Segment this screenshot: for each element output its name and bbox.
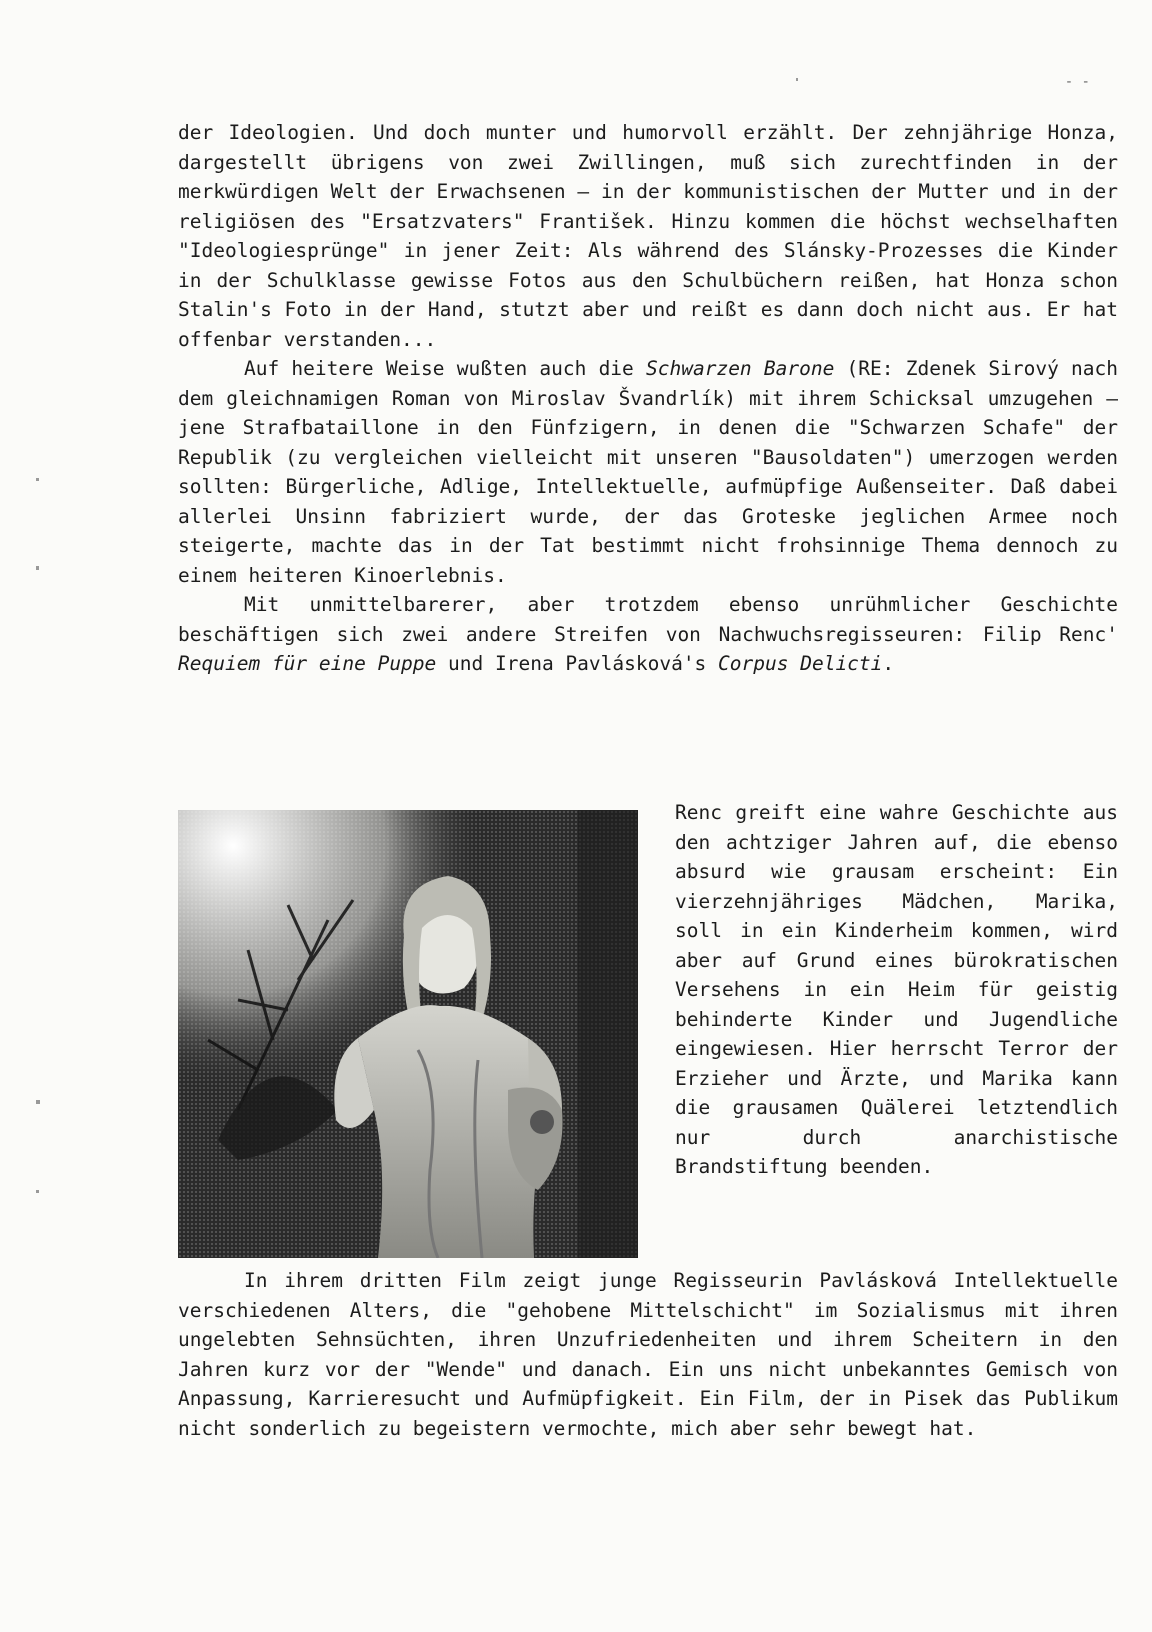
scan-speck [36,1100,40,1104]
paragraph-nachwuchs: Mit unmittelbarerer, aber trotzdem ebenso unrühmlicher Geschichte beschäftigen sich zwei andere Streifen von Nachwuchsregisseuren: Filip Renc' Requiem für eine Puppe und Irena Pavlásková's Corpus Delicti. [178,593,1118,675]
scan-speck [796,78,798,81]
article-bottom [178,1266,1118,1443]
scan-speck [36,566,39,570]
film-title: Requiem für eine Puppe [178,652,437,675]
film-title: Schwarzen Barone [646,357,835,380]
scan-speck [36,1190,39,1193]
scan-speck [36,478,39,481]
paragraph-renc: Renc greift eine wahre Geschichte aus den achtziger Jahren auf, die ebenso absurd wie grausam erscheint: Ein vierzehnjähriges Mädchen, Marika, soll in ein Kinderheim kommen, wird aber auf Grund eines bürokratischen Versehens in ein Heim für geistig behinderte Kinder und Jugendliche eingewiesen. Hier herrscht Terror der Erzieher und Ärzte, und Marika kann die grausamen Quälerei letztendlich nur durch anarchistische Brandstiftung beenden. [675,801,1118,1178]
article-wrap-column [675,798,1118,1182]
paragraph-honza: der Ideologien. Und doch munter und humorvoll erzählt. Der zehnjährige Honza, dargestellt übrigens von zwei Zwillingen, muß sich zurechtfinden in der merkwürdigen Welt der Erwachsenen – in der kommunistischen der Mutter und in der religiösen des "Ersatzvaters" František. Hinzu kommen die höchst wechselhaften "Ideologiesprünge" in jener Zeit: Als während des Slánsky-Prozesses die Kinder in der Schulklasse gewisse Fotos aus den Schulbüchern reißen, hat Honza schon Stalin's Foto in der Hand, stutzt aber und reißt es dann doch nicht aus. Er hat offenbar verstanden... [178,121,1118,351]
article-top [178,118,1118,679]
paragraph-pavlaskova: In ihrem dritten Film zeigt junge Regisseurin Pavlásková Intellektuelle verschiedenen Alters, die "gehobene Mittelschicht" im Sozialismus mit ihren ungelebten Sehnsüchten, ihren Unzufriedenheiten und ihrem Scheitern in den Jahren kurz vor der "Wende" und danach. Ein uns nicht unbekanntes Gemisch von Anpassung, Karrieresucht und Aufmüpfigkeit. Ein Film, der in Pisek das Publikum nicht sonderlich zu begeistern vermochte, mich aber sehr bewegt hat. [178,1269,1118,1440]
page-mark: - - [1064,74,1090,90]
film-still-photo [178,810,638,1258]
film-title: Corpus Delicti [718,652,883,675]
paragraph-schwarzen-barone: Auf heitere Weise wußten auch die Schwarzen Barone (RE: Zdenek Sirový nach dem gleichnamigen Roman von Miroslav Švandrlík) mit ihrem Schicksal umzugehen – jene Strafbataillone in den Fünfzigern, in denen die "Schwarzen Schafe" der Republik (zu vergleichen vielleicht mit unseren "Bausoldaten") umerzogen werden sollten: Bürgerliche, Adlige, Intellektuelle, aufmüpfige Außenseiter. Daß dabei allerlei Unsinn fabriziert wurde, der das Groteske jeglichen Armee noch steigerte, machte das in der Tat bestimmt nicht frohsinnige Thema dennoch zu einem heiteren Kinoerlebnis. [178,357,1119,587]
